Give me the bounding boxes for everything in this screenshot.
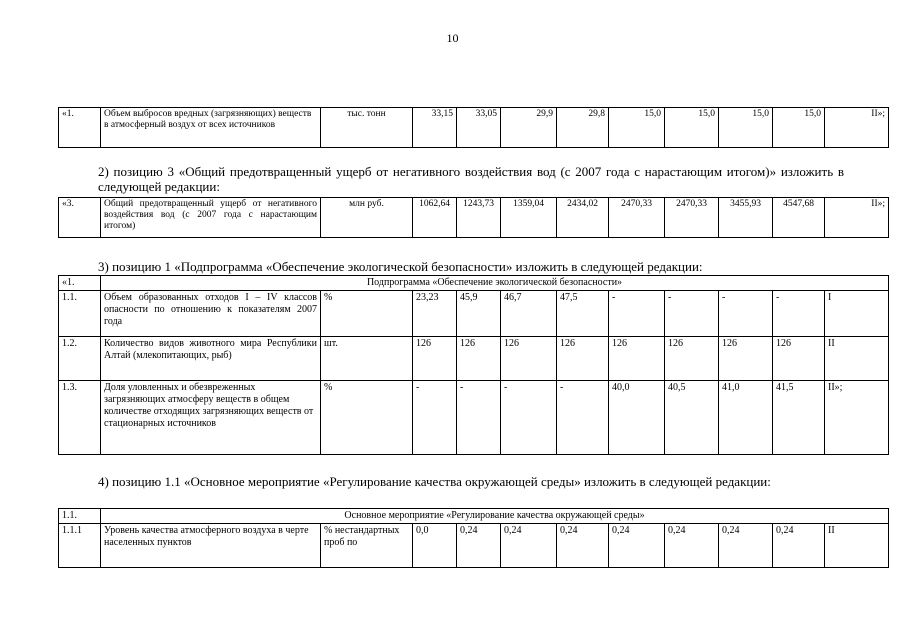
table-position-1 [58, 107, 889, 148]
row-id: 1.1.1 [59, 524, 101, 568]
value-cell: - [773, 291, 825, 337]
header-id: «1. [59, 276, 101, 291]
row-id: 1.1. [59, 291, 101, 337]
value-cell: 1062,64 [413, 198, 457, 238]
last-cell: II [825, 337, 889, 381]
value-cell: - [557, 381, 609, 455]
value-cell: - [413, 381, 457, 455]
value-cell: 41,5 [773, 381, 825, 455]
value-cell: 126 [501, 337, 557, 381]
value-cell: 0,24 [457, 524, 501, 568]
value-cell: 2470,33 [609, 198, 665, 238]
value-cell: 15,0 [719, 108, 773, 148]
value-cell: 126 [557, 337, 609, 381]
unit-cell: % [321, 291, 413, 337]
value-cell: 126 [609, 337, 665, 381]
table-row [59, 108, 889, 148]
indicator-name: Количество видов животного мира Республики Алтай (млекопитающих, рыб) [101, 337, 321, 381]
table-header-row [59, 276, 889, 291]
value-cell: 1243,73 [457, 198, 501, 238]
page-number: 10 [446, 31, 459, 45]
table-position-3 [58, 197, 889, 238]
row-id: «1. [59, 108, 101, 148]
value-cell: 46,7 [501, 291, 557, 337]
value-cell: 0,0 [413, 524, 457, 568]
paragraph-3 [58, 259, 844, 274]
value-cell: 0,24 [609, 524, 665, 568]
paragraph-4 [58, 474, 844, 489]
header-title: Подпрограмма «Обеспечение экологической безопасности» [101, 276, 889, 291]
value-cell: 126 [773, 337, 825, 381]
last-cell: II»; [825, 381, 889, 455]
indicator-name: Объем образованных отходов I – IV классов опасности по отношению к показателям 2007 года [101, 291, 321, 337]
table-row [59, 291, 889, 337]
value-cell: 29,8 [557, 108, 609, 148]
header-title: Основное мероприятие «Регулирование качества окружающей среды» [101, 509, 889, 524]
value-cell: - [665, 291, 719, 337]
table-row [59, 198, 889, 238]
row-id: «3. [59, 198, 101, 238]
last-cell: II»; [825, 108, 889, 148]
unit-cell: млн руб. [321, 198, 413, 238]
row-id: 1.3. [59, 381, 101, 455]
value-cell: - [609, 291, 665, 337]
value-cell: 15,0 [665, 108, 719, 148]
unit-cell: шт. [321, 337, 413, 381]
value-cell: 23,23 [413, 291, 457, 337]
value-cell: 29,9 [501, 108, 557, 148]
value-cell: 0,24 [501, 524, 557, 568]
value-cell: 0,24 [773, 524, 825, 568]
indicator-name: Объем выбросов вредных (загрязняющих) веществ в атмосферный воздух от всех источников [101, 108, 321, 148]
table-header-row [59, 509, 889, 524]
indicator-name: Общий предотвращенный ущерб от негативного воздействия вод (с 2007 года с нарастающим итогом) [101, 198, 321, 238]
value-cell: 47,5 [557, 291, 609, 337]
value-cell: 15,0 [773, 108, 825, 148]
value-cell: 3455,93 [719, 198, 773, 238]
last-cell: I [825, 291, 889, 337]
value-cell: 45,9 [457, 291, 501, 337]
value-cell: 126 [719, 337, 773, 381]
table-row [59, 337, 889, 381]
value-cell: 1359,04 [501, 198, 557, 238]
value-cell: 4547,68 [773, 198, 825, 238]
last-cell: II»; [825, 198, 889, 238]
paragraph-4-text: 4) позицию 1.1 «Основное мероприятие «Регулирование качества окружающей среды» изложить в следующей редакции: [98, 474, 771, 489]
indicator-name: Доля уловленных и обезвреженных загрязняющих атмосферу веществ в общем количестве отходящих загрязняющих веществ от стационарных источников [101, 381, 321, 455]
last-cell: II [825, 524, 889, 568]
value-cell: 33,05 [457, 108, 501, 148]
value-cell: 0,24 [665, 524, 719, 568]
table-row [59, 381, 889, 455]
unit-cell: тыс. тонн [321, 108, 413, 148]
paragraph-3-text: 3) позицию 1 «Подпрограмма «Обеспечение экологической безопасности» изложить в следующей редакции: [98, 259, 703, 274]
value-cell: 2470,33 [665, 198, 719, 238]
value-cell: 33,15 [413, 108, 457, 148]
row-id: 1.2. [59, 337, 101, 381]
table-row [59, 524, 889, 568]
value-cell: 126 [665, 337, 719, 381]
unit-cell: % [321, 381, 413, 455]
value-cell: 0,24 [719, 524, 773, 568]
value-cell: 126 [457, 337, 501, 381]
header-id: 1.1. [59, 509, 101, 524]
table-subprogram [58, 275, 889, 455]
value-cell: 0,24 [557, 524, 609, 568]
value-cell: 40,5 [665, 381, 719, 455]
paragraph-2 [58, 164, 844, 194]
value-cell: 2434,02 [557, 198, 609, 238]
unit-cell: % нестандартных проб по [321, 524, 413, 568]
paragraph-2-text: 2) позицию 3 «Общий предотвращенный ущерб от негативного воздействия вод (с 2007 года с нарастающим итогом)» изложить в следующей редакции: [98, 164, 844, 194]
value-cell: 126 [413, 337, 457, 381]
value-cell: 40,0 [609, 381, 665, 455]
value-cell: - [501, 381, 557, 455]
value-cell: 15,0 [609, 108, 665, 148]
table-main-activity [58, 508, 889, 568]
value-cell: 41,0 [719, 381, 773, 455]
value-cell: - [719, 291, 773, 337]
indicator-name: Уровень качества атмосферного воздуха в черте населенных пунктов [101, 524, 321, 568]
value-cell: - [457, 381, 501, 455]
